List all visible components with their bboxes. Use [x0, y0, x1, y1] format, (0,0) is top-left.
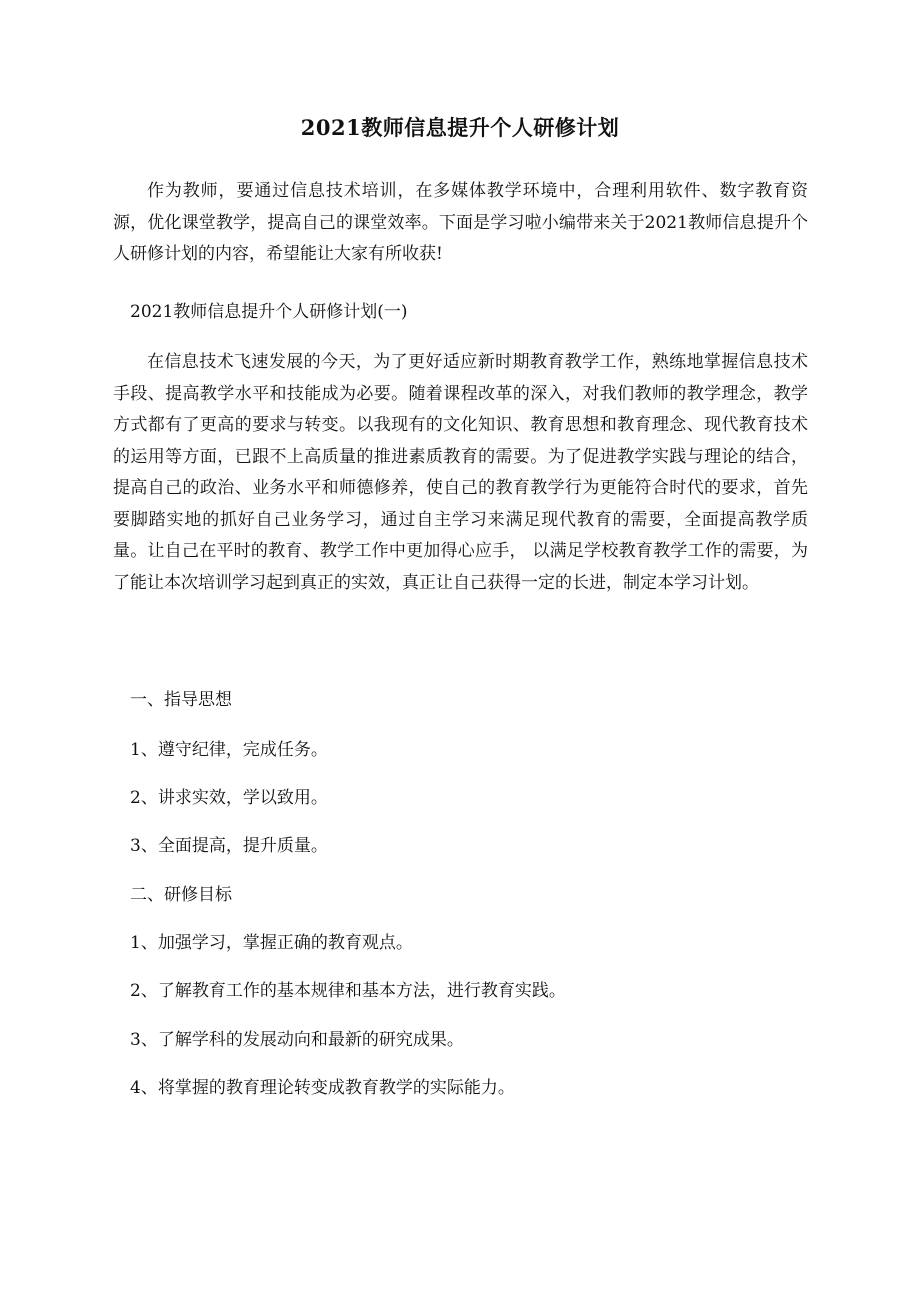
- part1-item: 1、遵守纪律，完成任务。: [130, 740, 328, 760]
- part2-item: 2、了解教育工作的基本规律和基本方法，进行教育实践。: [130, 981, 566, 1001]
- part2-heading: 二、研修目标: [130, 885, 232, 905]
- part2-item: 4、将掌握的教育理论转变成教育教学的实际能力。: [130, 1078, 515, 1098]
- part2-item: 1、加强学习，掌握正确的教育观点。: [130, 933, 413, 953]
- part1-item: 2、讲求实效，学以致用。: [130, 788, 328, 808]
- document-title: 2021教师信息提升个人研修计划: [300, 115, 620, 140]
- part1-item: 3、全面提高，提升质量。: [130, 836, 328, 856]
- part1-heading: 一、指导思想: [130, 690, 232, 710]
- section-heading: 2021教师信息提升个人研修计划(一): [130, 302, 408, 322]
- body-paragraph: 在信息技术飞速发展的今天，为了更好适应新时期教育教学工作，熟练地掌握信息技术手段、提高教学水平和技能成为必要。随着课程改革的深入，对我们教师的教学理念，教学方式都有了更高的要求与转变。以我现有的文化知识、教育思想和教育理念、现代教育技术的运用等方面，已跟不上高质量的推进素质教育的需要。为了促进教学实践与理论的结合，提高自己的政治、业务水平和师德修养，使自己的教育教学行为更能符合时代的要求，首先要脚踏实地的抓好自己业务学习，通过自主学习来满足现代教育的需要，全面提高教学质量。让自己在平时的教育、教学工作中更加得心应手， 以满足学校教育教学工作的需要，为了能让本次培训学习起到真正的实效，真正让自己获得一定的长进，制定本学习计划。: [113, 352, 808, 593]
- part2-item: 3、了解学科的发展动向和最新的研究成果。: [130, 1030, 464, 1050]
- intro-paragraph: 作为教师，要通过信息技术培训，在多媒体教学环境中，合理利用软件、数字教育资源，优化课堂教学，提高自己的课堂效率。下面是学习啦小编带来关于2021教师信息提升个人研修计划的内容，希望能让大家有所收获!: [113, 181, 808, 264]
